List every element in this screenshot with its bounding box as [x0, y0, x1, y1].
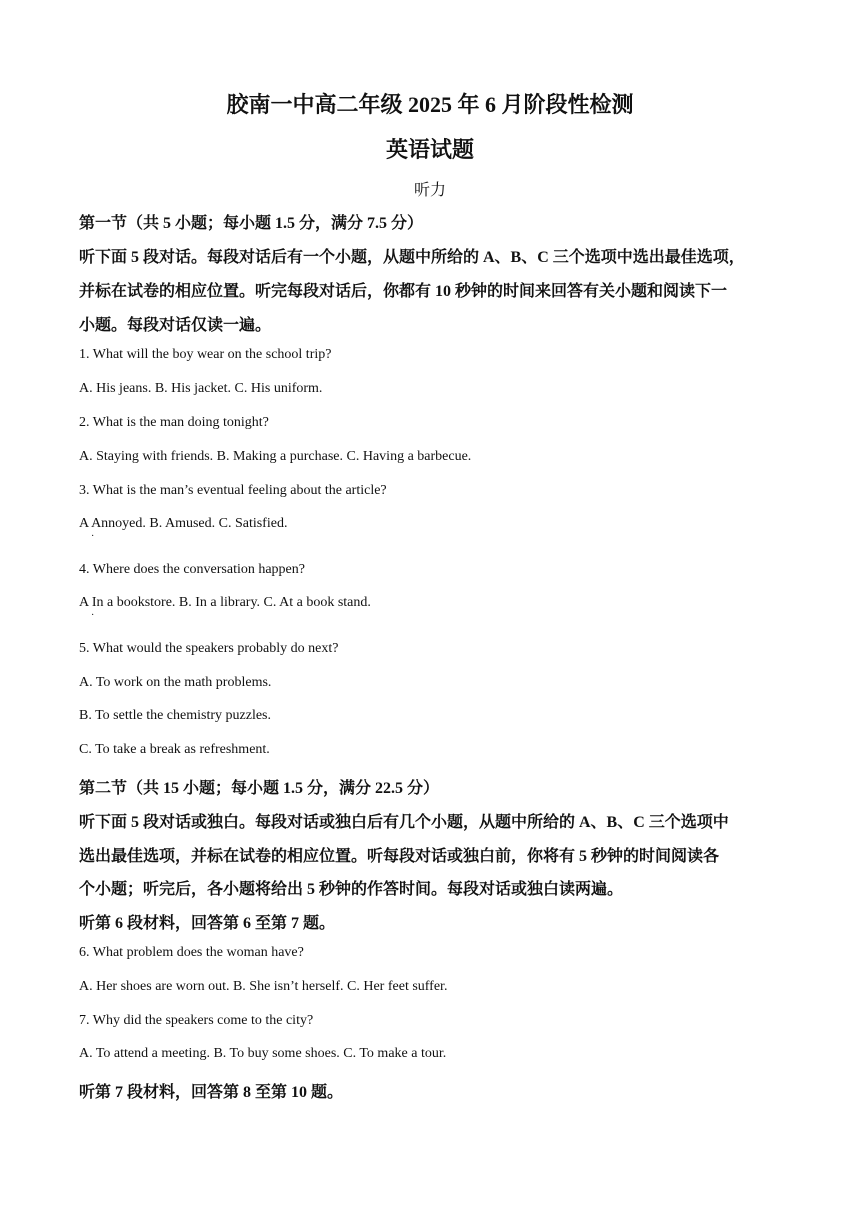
- exam-title: 胶南一中高二年级 2025 年 6 月阶段性检测: [226, 92, 634, 117]
- question-7: 7. Why did the speakers come to the city?: [79, 1013, 314, 1028]
- question-2-options: A. Staying with friends. B. Making a purchase. C. Having a barbecue.: [79, 449, 472, 464]
- question-5-option-a: A. To work on the math problems.: [79, 675, 272, 690]
- dot-mark: ·: [91, 610, 95, 621]
- part2-instruction-line: 个小题；听完后，各小题将给出 5 秒钟的作答时间。每段对话或独白读两遍。: [79, 881, 624, 898]
- material-7-heading: 听第 7 段材料，回答第 8 至第 10 题。: [79, 1084, 344, 1101]
- question-7-options: A. To attend a meeting. B. To buy some shoes. C. To make a tour.: [79, 1046, 447, 1061]
- part2-instruction-line: 选出最佳选项，并标在试卷的相应位置。听每段对话或独白前，你将有 5 秒钟的时间阅读各: [79, 848, 720, 865]
- question-4-options: A In a bookstore. B. In a library. C. At a book stand.: [79, 595, 371, 610]
- exam-subject: 英语试题: [385, 137, 474, 162]
- part1-instruction-line: 小题。每段对话仅读一遍。: [79, 317, 272, 334]
- question-1-options: A. His jeans. B. His jacket. C. His uniform.: [79, 381, 323, 396]
- question-1: 1. What will the boy wear on the school trip?: [79, 347, 332, 362]
- part1-heading: 第一节（共 5 小题；每小题 1.5 分，满分 7.5 分）: [79, 215, 424, 232]
- part2-instruction-line: 听下面 5 段对话或独白。每段对话或独白后有几个小题，从题中所给的 A、B、C 三个选项中: [79, 814, 729, 831]
- question-3-options: A Annoyed. B. Amused. C. Satisfied.: [79, 516, 288, 531]
- question-6-options: A. Her shoes are worn out. B. She isn’t herself. C. Her feet suffer.: [79, 979, 448, 994]
- section-title: 听力: [413, 182, 446, 199]
- question-5: 5. What would the speakers probably do next?: [79, 641, 339, 656]
- question-6: 6. What problem does the woman have?: [79, 945, 304, 960]
- question-5-option-c: C. To take a break as refreshment.: [79, 742, 270, 757]
- material-6-heading: 听第 6 段材料，回答第 6 至第 7 题。: [79, 915, 336, 932]
- question-2: 2. What is the man doing tonight?: [79, 415, 269, 430]
- part1-instruction-line: 并标在试卷的相应位置。听完每段对话后，你都有 10 秒钟的时间来回答有关小题和阅读下一: [79, 283, 728, 300]
- part1-instruction-line: 听下面 5 段对话。每段对话后有一个小题，从题中所给的 A、B、C 三个选项中选出最佳选项，: [79, 249, 745, 266]
- question-4: 4. Where does the conversation happen?: [79, 562, 305, 577]
- question-3: 3. What is the man’s eventual feeling about the article?: [79, 483, 387, 498]
- part2-heading: 第二节（共 15 小题；每小题 1.5 分，满分 22.5 分）: [79, 780, 440, 797]
- dot-mark: ·: [91, 531, 95, 542]
- question-5-option-b: B. To settle the chemistry puzzles.: [79, 708, 271, 723]
